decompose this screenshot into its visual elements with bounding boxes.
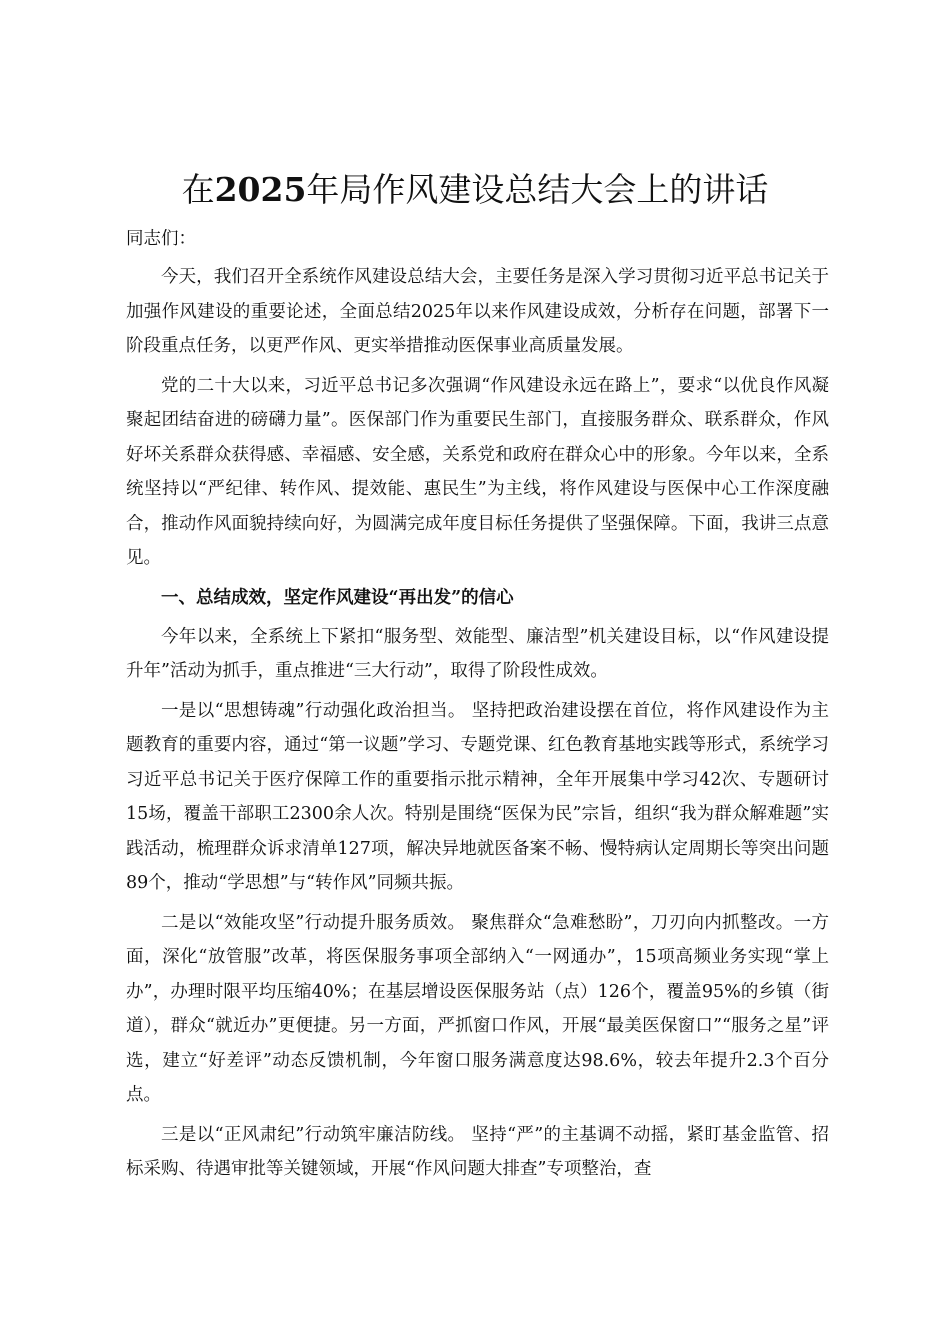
paragraph-section-intro: 今年以来，全系统上下紧扣“服务型、效能型、廉洁型”机关建设目标，以“作风建设提升年”活动为抓手，重点推进“三大行动”，取得了阶段性成效。 xyxy=(126,626,829,681)
paragraph-point-two: 二是以“效能攻坚”行动提升服务质效。 聚焦群众“急难愁盼”，刀刃向内抓整改。一方面，深化“放管服”改革，将医保服务事项全部纳入“一网通办”，15项高频业务实现“掌上办”，办理时限平均压缩40%；在基层增设医保服务站（点）126个，覆盖95%的乡镇（街道），群众“就近办”更便捷。另一方面，严抓窗口作风，开展“最美医保窗口”“服务之星”评选，建立“好差评”动态反馈机制，今年窗口服务满意度达98.6%，较去年提升2.3个百分点。 xyxy=(126,912,829,1105)
paragraph-point-one: 一是以“思想铸魂”行动强化政治担当。 坚持把政治建设摆在首位，将作风建设作为主题教育的重要内容，通过“第一议题”学习、专题党课、红色教育基地实践等形式，系统学习习近平总书记关于医疗保障工作的重要指示批示精神，全年开展集中学习42次、专题研讨15场，覆盖干部职工2300余人次。特别是围绕“医保为民”宗旨，组织“我为群众解难题”实践活动，梳理群众诉求清单127项，解决异地就医备案不畅、慢特病认定周期长等突出问题89个，推动“学思想”与“转作风”同频共振。 xyxy=(126,700,829,893)
paragraph-background: 党的二十大以来，习近平总书记多次强调“作风建设永远在路上”，要求“以优良作风凝聚起团结奋进的磅礴力量”。医保部门作为重要民生部门，直接服务群众、联系群众，作风好坏关系群众获得感、幸福感、安全感，关系党和政府在群众心中的形象。今年以来，全系统坚持以“严纪律、转作风、提效能、惠民生”为主线，将作风建设与医保中心工作深度融合，推动作风面貌持续向好，为圆满完成年度目标任务提供了坚强保障。下面，我讲三点意见。 xyxy=(126,375,829,568)
salutation: 同志们： xyxy=(126,229,196,249)
title-prefix: 在 xyxy=(181,170,215,209)
document-body xyxy=(126,222,829,1192)
paragraph-intro: 今天，我们召开全系统作风建设总结大会，主要任务是深入学习贯彻习近平总书记关于加强作风建设的重要论述，全面总结2025年以来作风建设成效，分析存在问题，部署下一阶段重点任务，以更严作风、更实举措推动医保事业高质量发展。 xyxy=(126,267,829,356)
document-title xyxy=(0,166,950,214)
section-heading: 一、总结成效，坚定作风建设“再出发”的信心 xyxy=(161,587,514,608)
paragraph-point-three: 三是以“正风肃纪”行动筑牢廉洁防线。 坚持“严”的主基调不动摇，紧盯基金监管、招标采购、待遇审批等关键领域，开展“作风问题大排查”专项整治，查 xyxy=(126,1124,829,1179)
title-year: 2025 xyxy=(214,170,307,209)
title-suffix: 年局作风建设总结大会上的讲话 xyxy=(306,170,769,209)
